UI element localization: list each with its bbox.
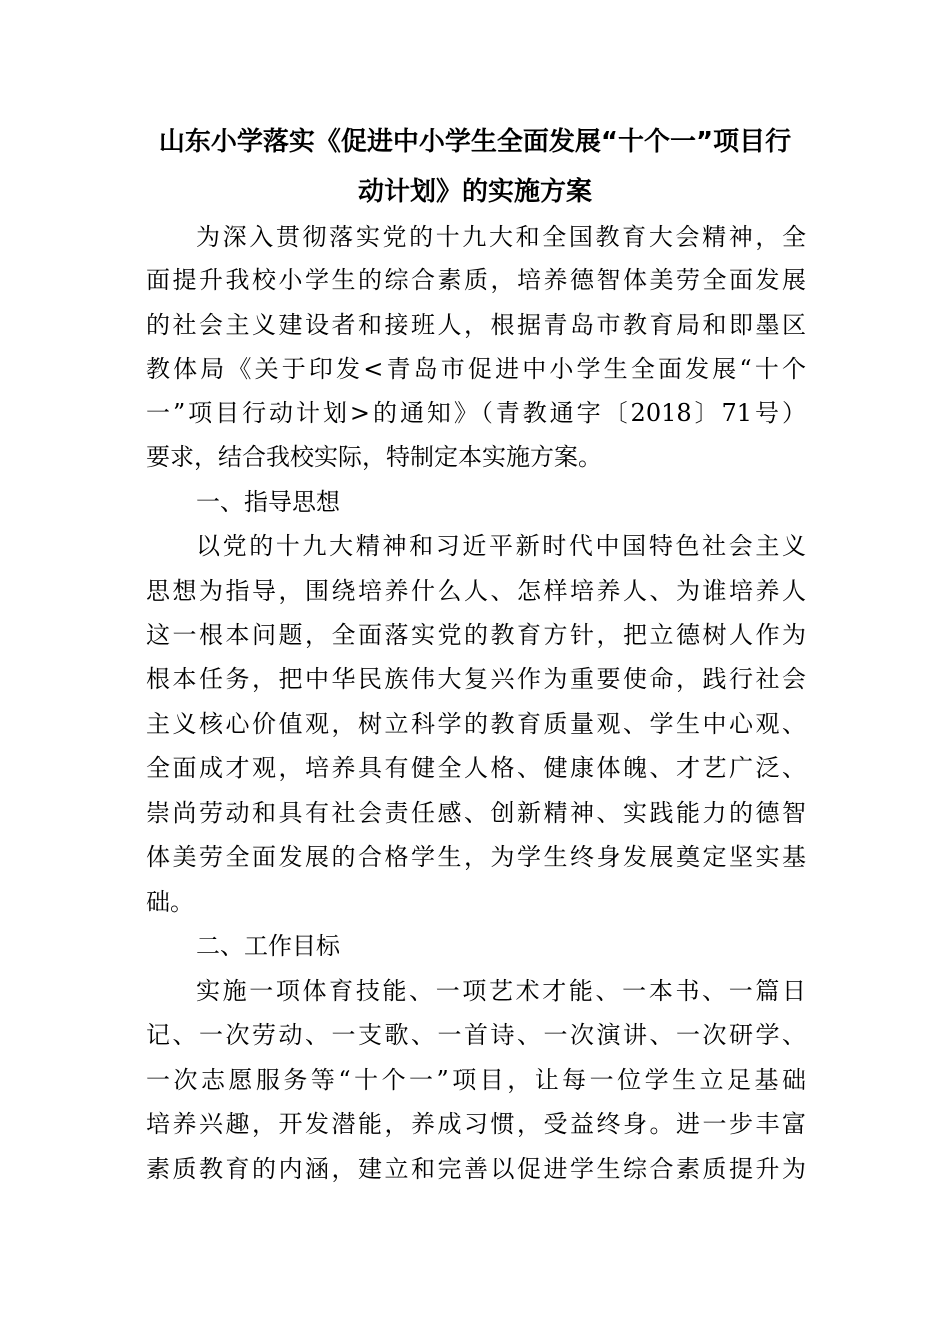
body-line-22: 素质教育的内涵，建立和完善以促进学生综合素质提升为 xyxy=(146,1155,806,1183)
body-line-12: 主义核心价值观，树立科学的教育质量观、学生中心观、 xyxy=(146,710,806,738)
body-line-13: 全面成才观，培养具有健全人格、健康体魄、才艺广泛、 xyxy=(146,754,806,782)
body-line-10: 这一根本问题，全面落实党的教育方针，把立德树人作为 xyxy=(146,621,806,649)
body-line-8: 以党的十九大精神和习近平新时代中国特色社会主义 xyxy=(196,532,806,560)
body-line-6: 要求，结合我校实际，特制定本实施方案。 xyxy=(146,443,602,471)
body-line-5: 一”项目行动计划>的通知》（青教通字〔2018〕71号） xyxy=(146,399,806,427)
document-title-line-2: 动计划》的实施方案 xyxy=(357,177,592,207)
body-line-18: 实施一项体育技能、一项艺术才能、一本书、一篇日 xyxy=(196,977,806,1005)
body-line-11: 根本任务，把中华民族伟大复兴作为重要使命，践行社会 xyxy=(146,665,806,693)
body-line-1: 为深入贯彻落实党的十九大和全国教育大会精神，全 xyxy=(196,223,806,251)
body-line-9: 思想为指导，围绕培养什么人、怎样培养人、为谁培养人 xyxy=(146,577,806,605)
body-line-20: 一次志愿服务等“十个一”项目，让每一位学生立足基础 xyxy=(146,1066,806,1094)
body-line-15: 体美劳全面发展的合格学生，为学生终身发展奠定坚实基 xyxy=(146,843,806,871)
body-line-19: 记、一次劳动、一支歌、一首诗、一次演讲、一次研学、 xyxy=(146,1021,806,1049)
section-heading-1: 一、指导思想 xyxy=(196,488,340,516)
body-line-3: 的社会主义建设者和接班人，根据青岛市教育局和即墨区 xyxy=(146,311,806,339)
body-line-2: 面提升我校小学生的综合素质，培养德智体美劳全面发展 xyxy=(146,266,806,294)
body-line-16: 础。 xyxy=(146,888,194,916)
body-line-21: 培养兴趣，开发潜能，养成习惯，受益终身。进一步丰富 xyxy=(146,1110,806,1138)
document-title-line-1: 山东小学落实《促进中小学生全面发展“十个一”项目行 xyxy=(158,127,792,157)
body-line-14: 崇尚劳动和具有社会责任感、创新精神、实践能力的德智 xyxy=(146,799,806,827)
section-heading-2: 二、工作目标 xyxy=(196,932,340,960)
body-line-4: 教体局《关于印发<青岛市促进中小学生全面发展“十个 xyxy=(146,355,806,383)
